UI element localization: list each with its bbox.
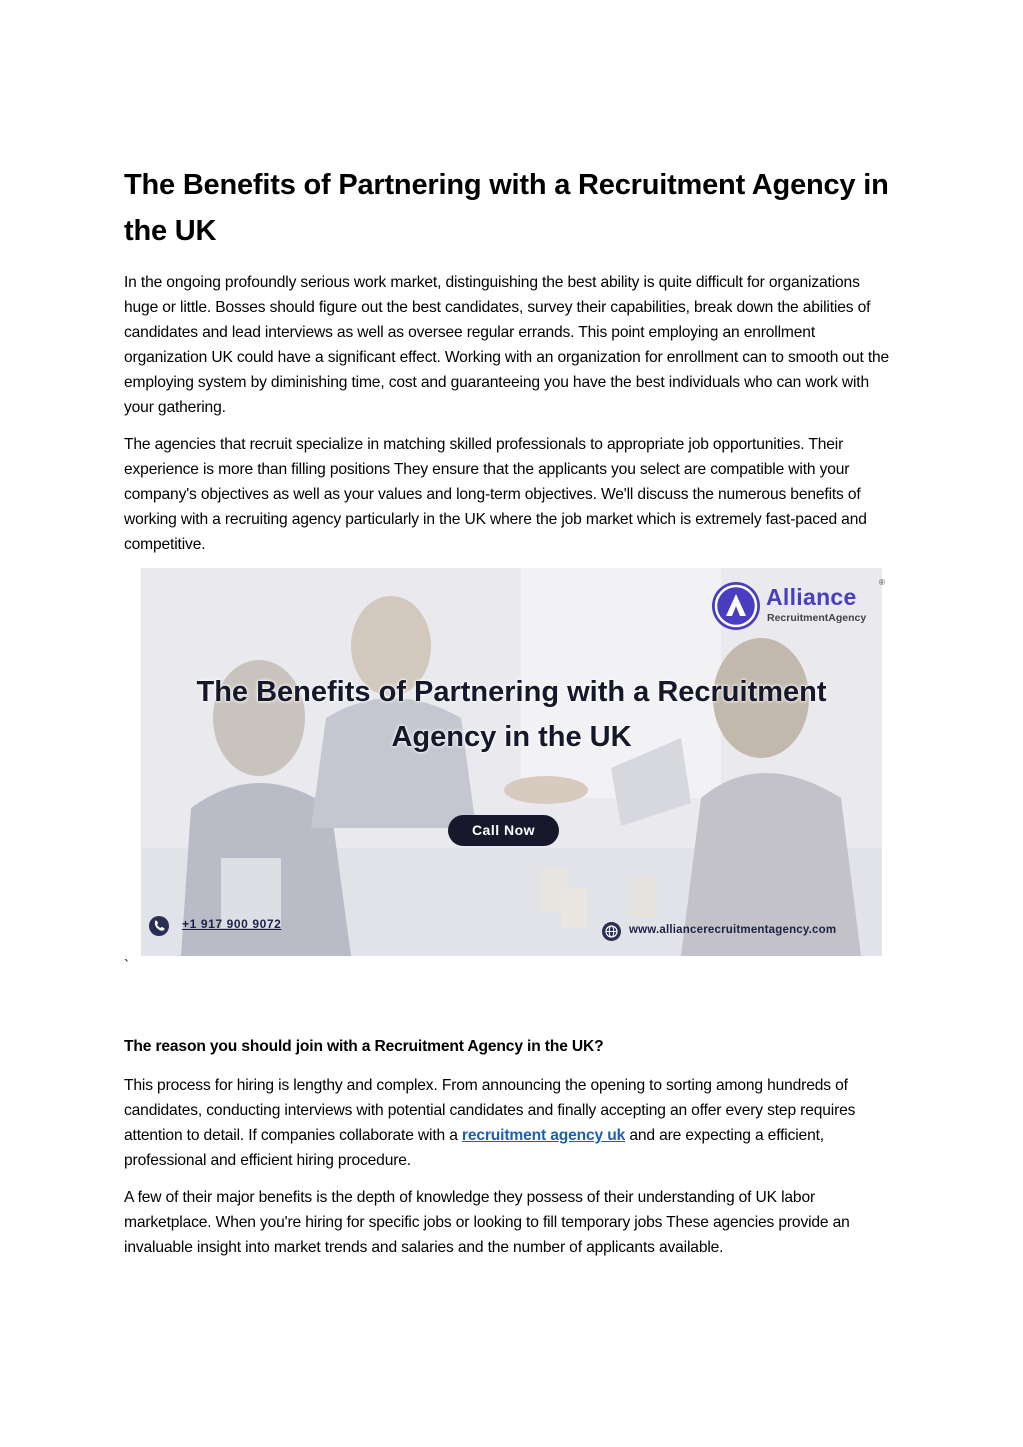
banner-title-line-1: The Benefits of Partnering with a Recruitment	[196, 676, 827, 708]
promo-banner-image	[141, 568, 885, 956]
alliance-logo	[712, 578, 892, 630]
section-heading: The reason you should join with a Recruitment Agency in the UK?	[124, 1038, 604, 1055]
website-link[interactable]: www.alliancerecruitmentagency.com	[629, 924, 837, 936]
phone-icon	[149, 916, 169, 936]
section-paragraph-1	[124, 1073, 894, 1173]
registered-mark: ®	[879, 578, 885, 587]
section-paragraph-1-tail: and are expecting a efficient, professional and efficient hiring procedure.	[124, 1127, 824, 1169]
article-intro	[124, 162, 894, 569]
logo-name: Alliance	[766, 584, 857, 610]
alliance-logo-mark-icon	[712, 582, 760, 630]
reasons-section	[124, 1034, 894, 1272]
globe-icon	[602, 922, 621, 941]
intro-paragraph-2: The agencies that recruit specialize in matching skilled professionals to appropriate job opportunities. Their experience is more than filling positions They ensure that the applicants you select are compatible with your company's objectives as well as your values and long-term objectives. We'll discuss the numerous benefits of working with a recruiting agency particularly in the UK where the job market which is extremely fast-paced and competitive.	[124, 436, 867, 553]
section-paragraph-2: A few of their major benefits is the depth of knowledge they possess of their understanding of UK labor marketplace. When you're hiring for specific jobs or looking to fill temporary jobs These agencies provide an invaluable insight into market trends and salaries and the number of applicants available.	[124, 1189, 850, 1256]
a-letter-icon	[712, 582, 760, 630]
banner-website[interactable]	[602, 922, 882, 942]
page-title: The Benefits of Partnering with a Recruitment Agency in the UK	[124, 169, 889, 247]
section-paragraph-1-text: This process for hiring is lengthy and complex. From announcing the opening to sorting among hundreds of candidates, conducting interviews with potential candidates and finally accepting an offer every step requires attention to detail. If companies collaborate with a	[124, 1077, 856, 1144]
phone-number-link[interactable]: +1 917 900 9072	[182, 917, 282, 931]
call-now-button[interactable]: Call Now	[448, 815, 559, 846]
recruitment-agency-uk-link[interactable]: recruitment agency uk	[461, 1127, 626, 1144]
banner-title	[141, 670, 882, 760]
intro-paragraph-1: In the ongoing profoundly serious work market, distinguishing the best ability is quite difficult for organizations huge or little. Bosses should figure out the best candidates, survey their capabilities, break down the abilities of candidates and lead interviews as well as oversee regular errands. This point employing an enrollment organization UK could have a significant effect. Working with an organization for enrollment can to smooth out the employing system by diminishing time, cost and guaranteeing you have the best individuals who can work with your gathering.	[124, 274, 890, 416]
banner-title-line-2: Agency in the UK	[391, 721, 632, 753]
stray-backtick: `	[124, 957, 129, 974]
logo-subtitle: RecruitmentAgency	[767, 612, 867, 624]
